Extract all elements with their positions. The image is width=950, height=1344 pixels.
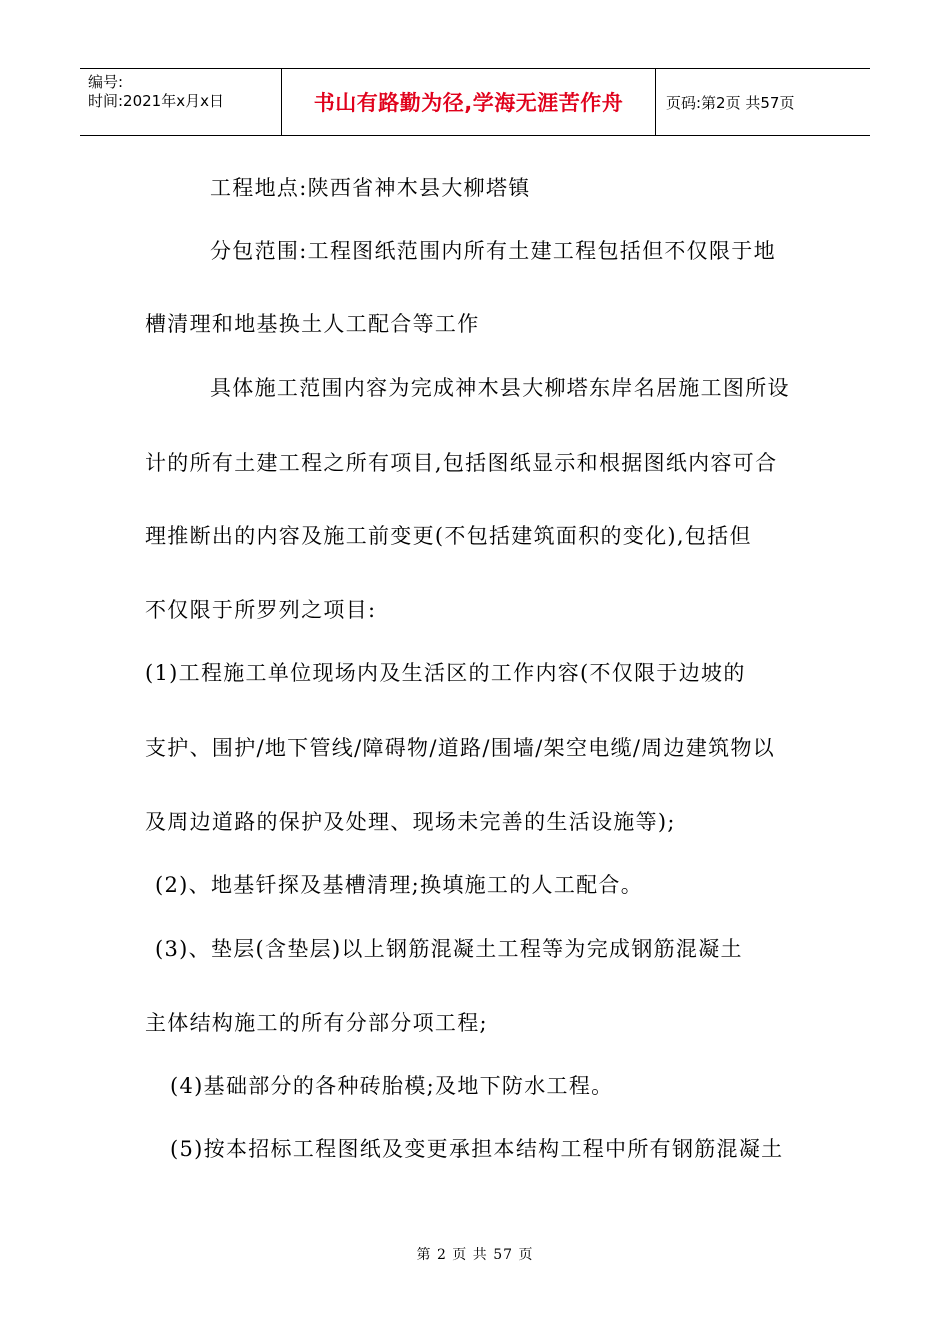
header-motto: 书山有路勤为径,学海无涯苦作舟 <box>313 91 624 115</box>
body-line: 理推断出的内容及施工前变更(不包括建筑面积的变化),包括但 <box>145 524 752 548</box>
body-line: 具体施工范围内容为完成神木县大柳塔东岸名居施工图所设 <box>210 376 790 400</box>
body-line: (4)基础部分的各种砖胎模;及地下防水工程。 <box>170 1074 614 1098</box>
body-line: 及周边道路的保护及处理、现场未完善的生活设施等); <box>145 810 676 834</box>
number-label: 编号: <box>88 73 124 91</box>
body-line: (1)工程施工单位现场内及生活区的工作内容(不仅限于边坡的 <box>145 661 746 685</box>
body-line: (3)、垫层(含垫层)以上钢筋混凝土工程等为完成钢筋混凝土 <box>155 937 743 961</box>
header-page-cell <box>656 69 870 135</box>
body-line: 不仅限于所罗列之项目: <box>145 598 377 622</box>
header-page-info: 页码:第2页 共57页 <box>666 93 795 112</box>
body-line: 槽清理和地基换土人工配合等工作 <box>145 312 480 336</box>
body-line: (5)按本招标工程图纸及变更承担本结构工程中所有钢筋混凝土 <box>170 1137 784 1161</box>
body-line: (2)、地基钎探及基槽清理;换填施工的人工配合。 <box>155 873 644 897</box>
time-label: 时间:2021年x月x日 <box>88 92 224 110</box>
body-line: 支护、围护/地下管线/障碍物/道路/围墙/架空电缆/周边建筑物以 <box>145 736 776 760</box>
page-footer: 第 2 页 共 57 页 <box>416 1247 534 1263</box>
header-meta-cell <box>80 69 282 135</box>
body-line: 计的所有土建工程之所有项目,包括图纸显示和根据图纸内容可合 <box>145 451 778 475</box>
body-line: 主体结构施工的所有分部分项工程; <box>145 1011 488 1035</box>
header-motto-cell <box>282 69 656 135</box>
body-line: 分包范围:工程图纸范围内所有土建工程包括但不仅限于地 <box>210 239 776 263</box>
page-header <box>80 68 870 136</box>
body-line: 工程地点:陕西省神木县大柳塔镇 <box>210 176 531 200</box>
